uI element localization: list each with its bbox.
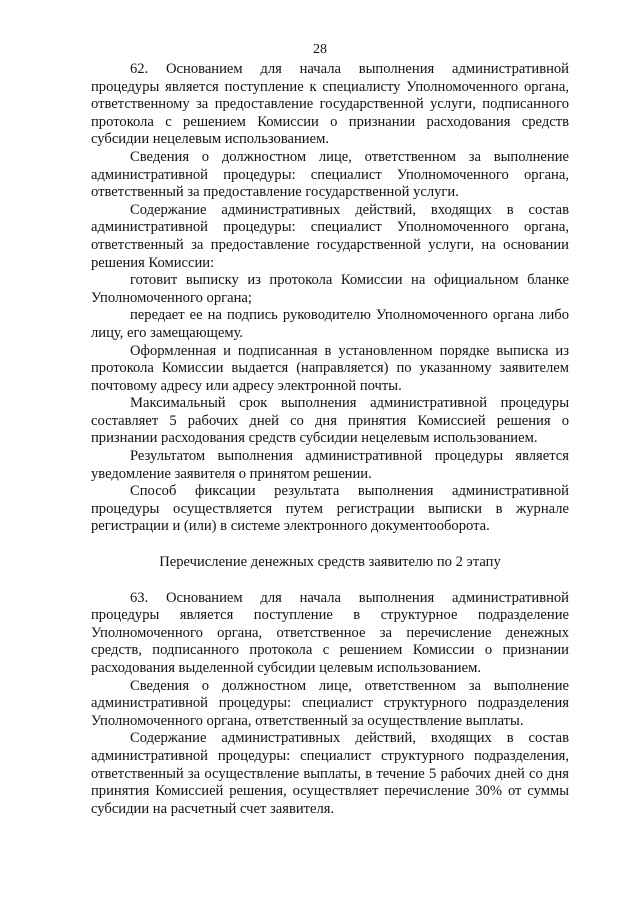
section-heading: Перечисление денежных средств заявителю по 2 этапу xyxy=(159,554,501,571)
paragraph-62-basis: 62. Основанием для начала выполнения административной процедуры является поступление к специалисту Уполномоченного органа, ответственному за предоставление государственной услуги, подписанного протокола с решением Комиссии о признании расходования средств субсидии нецелевым использованием. xyxy=(91,61,569,148)
page-number: 28 xyxy=(313,42,327,57)
paragraph-prepare-extract: готовит выписку из протокола Комиссии на официальном бланке Уполномоченного органа; xyxy=(91,272,569,306)
paragraph-responsible-person: Сведения о должностном лице, ответственном за выполнение административной процедуры: специалист Уполномоченного органа, ответственный за предоставление государственной услуги. xyxy=(91,148,569,201)
paragraph-actions-content-2: Содержание административных действий, входящих в состав административной процедуры: специалист структурного подразделения, ответственный за осуществление выплаты, в течение 5 рабочих дней со дня принятия Комиссией решения, осуществляет перечисление 30% от суммы субсидии на расчетный счет заявителя. xyxy=(91,730,569,817)
paragraph-responsible-person-2: Сведения о должностном лице, ответственном за выполнение административной процедуры: специалист структурного подразделения Уполномоченного органа, ответственный за осуществление выплаты. xyxy=(91,677,569,729)
paragraph-result: Результатом выполнения административной процедуры является уведомление заявителя о принятом решении. xyxy=(91,448,569,482)
paragraph-actions-content: Содержание административных действий, входящих в состав административной процедуры: специалист Уполномоченного органа, ответственный за предоставление государственной услуги, на основании решения Комиссии: xyxy=(91,201,569,271)
paragraph-63-basis: 63. Основанием для начала выполнения административной процедуры является поступление в структурное подразделение Уполномоченного органа, ответственное за перечисление денежных средств, подписанного протокола с решением Комиссии о признании расходования выделенной субсидии целевым использованием. xyxy=(91,589,569,676)
paragraph-fixation-method: Способ фиксации результата выполнения административной процедуры осуществляется путем регистрации выписки в журнале регистрации и (или) в системе электронного документооборота. xyxy=(91,483,569,535)
document-body xyxy=(91,61,569,818)
paragraph-pass-for-signature: передает ее на подпись руководителю Уполномоченного органа либо лицу, его замещающему. xyxy=(91,307,569,341)
paragraph-extract-delivery: Оформленная и подписанная в установленном порядке выписка из протокола Комиссии выдается (направляется) по указанному заявителем почтовому адресу или адресу электронной почты. xyxy=(91,342,569,394)
paragraph-max-term: Максимальный срок выполнения административной процедуры составляет 5 рабочих дней со дня принятия Комиссией решения о признании расходования средств субсидии нецелевым использованием. xyxy=(91,395,569,447)
